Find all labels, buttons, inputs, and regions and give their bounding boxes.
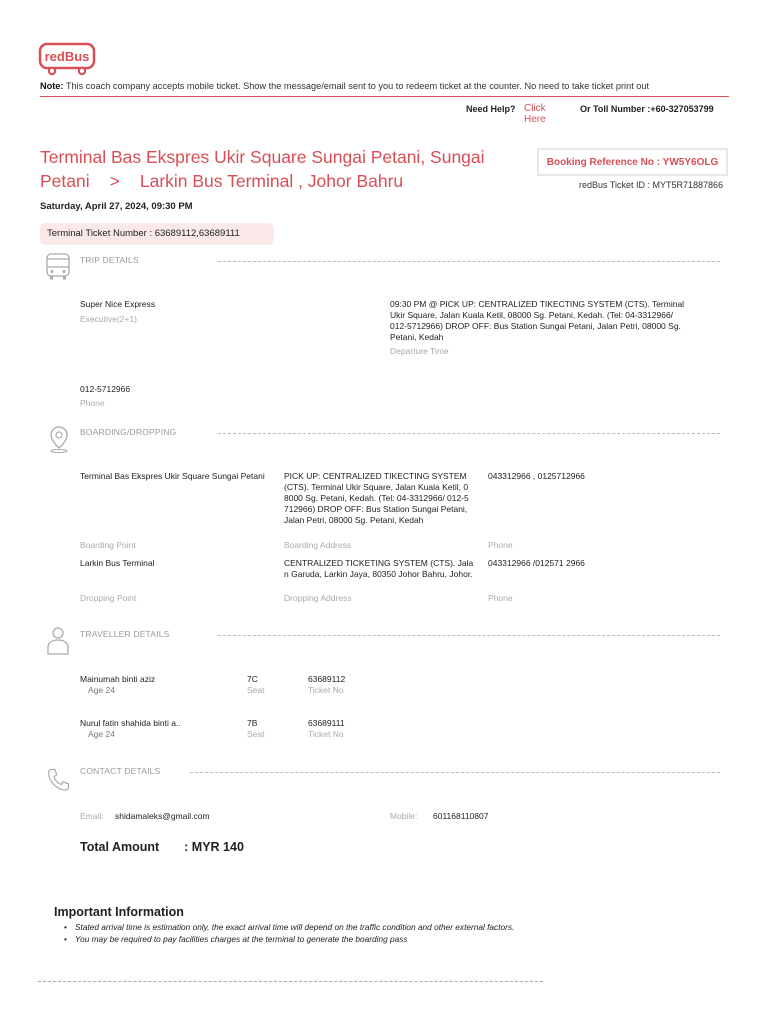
bus-type: Executive(2+1) bbox=[80, 314, 137, 324]
phone-icon bbox=[45, 764, 71, 794]
redbus-logo-text: redBus bbox=[44, 49, 90, 64]
mobile-ticket-note bbox=[40, 81, 740, 91]
departure-details: 09:30 PM @ PICK UP: CENTRALIZED TIKECTING SYSTEM (CTS). Terminal Ukir Square, Jalan Kuala Ketil, 08000 Sg. Petani, Kedah. (Tel: 04-3312966/ 012-5712966) DROP OFF: Bus Station Sungai Petani, Jalan Petri, 08000 Sg. Petani, Kedah bbox=[390, 299, 685, 342]
important-info-item: • You may be required to pay facilities charges at the terminal to generate the boarding pass bbox=[64, 933, 714, 945]
boarding-address-label: Boarding Address bbox=[284, 540, 352, 550]
email-value: shidamaleks@gmail.com bbox=[115, 811, 210, 821]
total-amount-value: : MYR 140 bbox=[184, 840, 244, 854]
traveller-2-seat: 7B bbox=[247, 718, 258, 728]
boarding-dropping-title: BOARDING/DROPPING bbox=[80, 427, 177, 437]
total-amount-label: Total Amount bbox=[80, 840, 160, 854]
traveller-2-seat-label: Seat bbox=[247, 729, 265, 739]
important-info-list bbox=[64, 921, 714, 945]
journey-datetime: Saturday, April 27, 2024, 09:30 PM bbox=[40, 201, 193, 212]
traveller-1-ticket-label: Ticket No bbox=[308, 685, 344, 695]
important-info-item: • Stated arrival time is estimation only, the exact arrival time will depend on the traffic condition and other external factors. bbox=[64, 921, 714, 933]
contact-details-title: CONTACT DETAILS bbox=[80, 766, 161, 776]
boarding-divider bbox=[218, 433, 720, 434]
redbus-logo bbox=[38, 42, 96, 76]
important-info-title: Important Information bbox=[54, 905, 184, 919]
departure-time-label: Departure Time bbox=[390, 346, 449, 356]
note-text: This coach company accepts mobile ticket. Show the message/email sent to you to redeem ticket at the counter. No need to take ticket print out bbox=[65, 81, 650, 91]
click-here-link[interactable]: Click Here bbox=[524, 103, 546, 125]
operator-name: Super Nice Express bbox=[80, 299, 156, 309]
traveller-divider bbox=[218, 635, 720, 636]
operator-phone-label: Phone bbox=[80, 398, 105, 408]
traveller-details-title: TRAVELLER DETAILS bbox=[80, 629, 170, 639]
need-help-label: Need Help? bbox=[466, 104, 516, 114]
traveller-2-ticket: 63689111 bbox=[308, 718, 345, 728]
redbus-ticket-id: redBus Ticket ID : MYT5R71887866 bbox=[579, 180, 724, 190]
boarding-point-label: Boarding Point bbox=[80, 540, 136, 550]
dropping-address: CENTRALIZED TICKETING SYSTEM (CTS). Jalan Garuda, Larkin Jaya, 80350 Johor Bahru, Johor. bbox=[284, 558, 474, 579]
trip-details-divider bbox=[218, 261, 720, 262]
dropping-point: Larkin Bus Terminal bbox=[80, 558, 155, 568]
traveller-2-age: Age 24 bbox=[88, 729, 115, 739]
dropping-phone-label: Phone bbox=[488, 593, 513, 603]
header-divider bbox=[40, 96, 729, 97]
mobile-value: 601168110807 bbox=[433, 811, 489, 821]
location-pin-icon bbox=[46, 424, 72, 454]
traveller-1-name: Mainumah binti aziz bbox=[80, 674, 156, 684]
contact-divider bbox=[190, 772, 720, 773]
boarding-address: PICK UP: CENTRALIZED TIKECTING SYSTEM (CTS). Terminal Ukir Square, Jalan Kuala Ketil, 08000 Sg. Petani, Kedah. (Tel: 04-3312966/ 012-5712966) DROP OFF: Bus Station Sungai Petani, Jalan Petri, 08000 Sg. Petani, Kedah bbox=[284, 471, 469, 525]
dropping-point-label: Dropping Point bbox=[80, 593, 137, 603]
mobile-label: Mobile: bbox=[390, 811, 418, 821]
terminal-ticket-number: Terminal Ticket Number : 63689112,63689111 bbox=[40, 223, 274, 245]
note-label: Note: bbox=[40, 81, 64, 91]
route-to: Larkin Bus Terminal , Johor Bahru bbox=[139, 171, 404, 191]
traveller-icon bbox=[45, 626, 71, 656]
route-from: Terminal Bas Ekspres Ukir Square Sungai Petani, Sungai Petani bbox=[40, 147, 485, 191]
dropping-address-label: Dropping Address bbox=[284, 593, 352, 603]
traveller-2-name: Nurul fatin shahida binti a.. bbox=[80, 718, 181, 728]
traveller-1-seat: 7C bbox=[247, 674, 258, 684]
trip-details-title: TRIP DETAILS bbox=[80, 255, 139, 265]
toll-number: Or Toll Number :+60-327053799 bbox=[580, 104, 714, 114]
boarding-phone-label: Phone bbox=[488, 540, 513, 550]
traveller-1-age: Age 24 bbox=[88, 685, 115, 695]
traveller-2-ticket-label: Ticket No bbox=[308, 729, 344, 739]
traveller-1-ticket: 63689112 bbox=[308, 674, 346, 684]
boarding-point: Terminal Bas Ekspres Ukir Square Sungai Petani bbox=[80, 471, 265, 481]
email-label: Email: bbox=[80, 811, 104, 821]
total-amount bbox=[80, 840, 244, 854]
route-separator: > bbox=[109, 171, 120, 191]
bus-icon bbox=[45, 252, 71, 282]
traveller-1-seat-label: Seat bbox=[247, 685, 265, 695]
bottom-divider bbox=[38, 981, 543, 982]
boarding-phone: 043312966 , 0125712966 bbox=[488, 471, 585, 481]
route-title bbox=[40, 145, 510, 193]
operator-phone: 012-5712966 bbox=[80, 384, 131, 394]
dropping-phone: 043312966 /012571 2966 bbox=[488, 558, 585, 568]
booking-reference: Booking Reference No : YW5Y6OLG bbox=[537, 148, 728, 176]
